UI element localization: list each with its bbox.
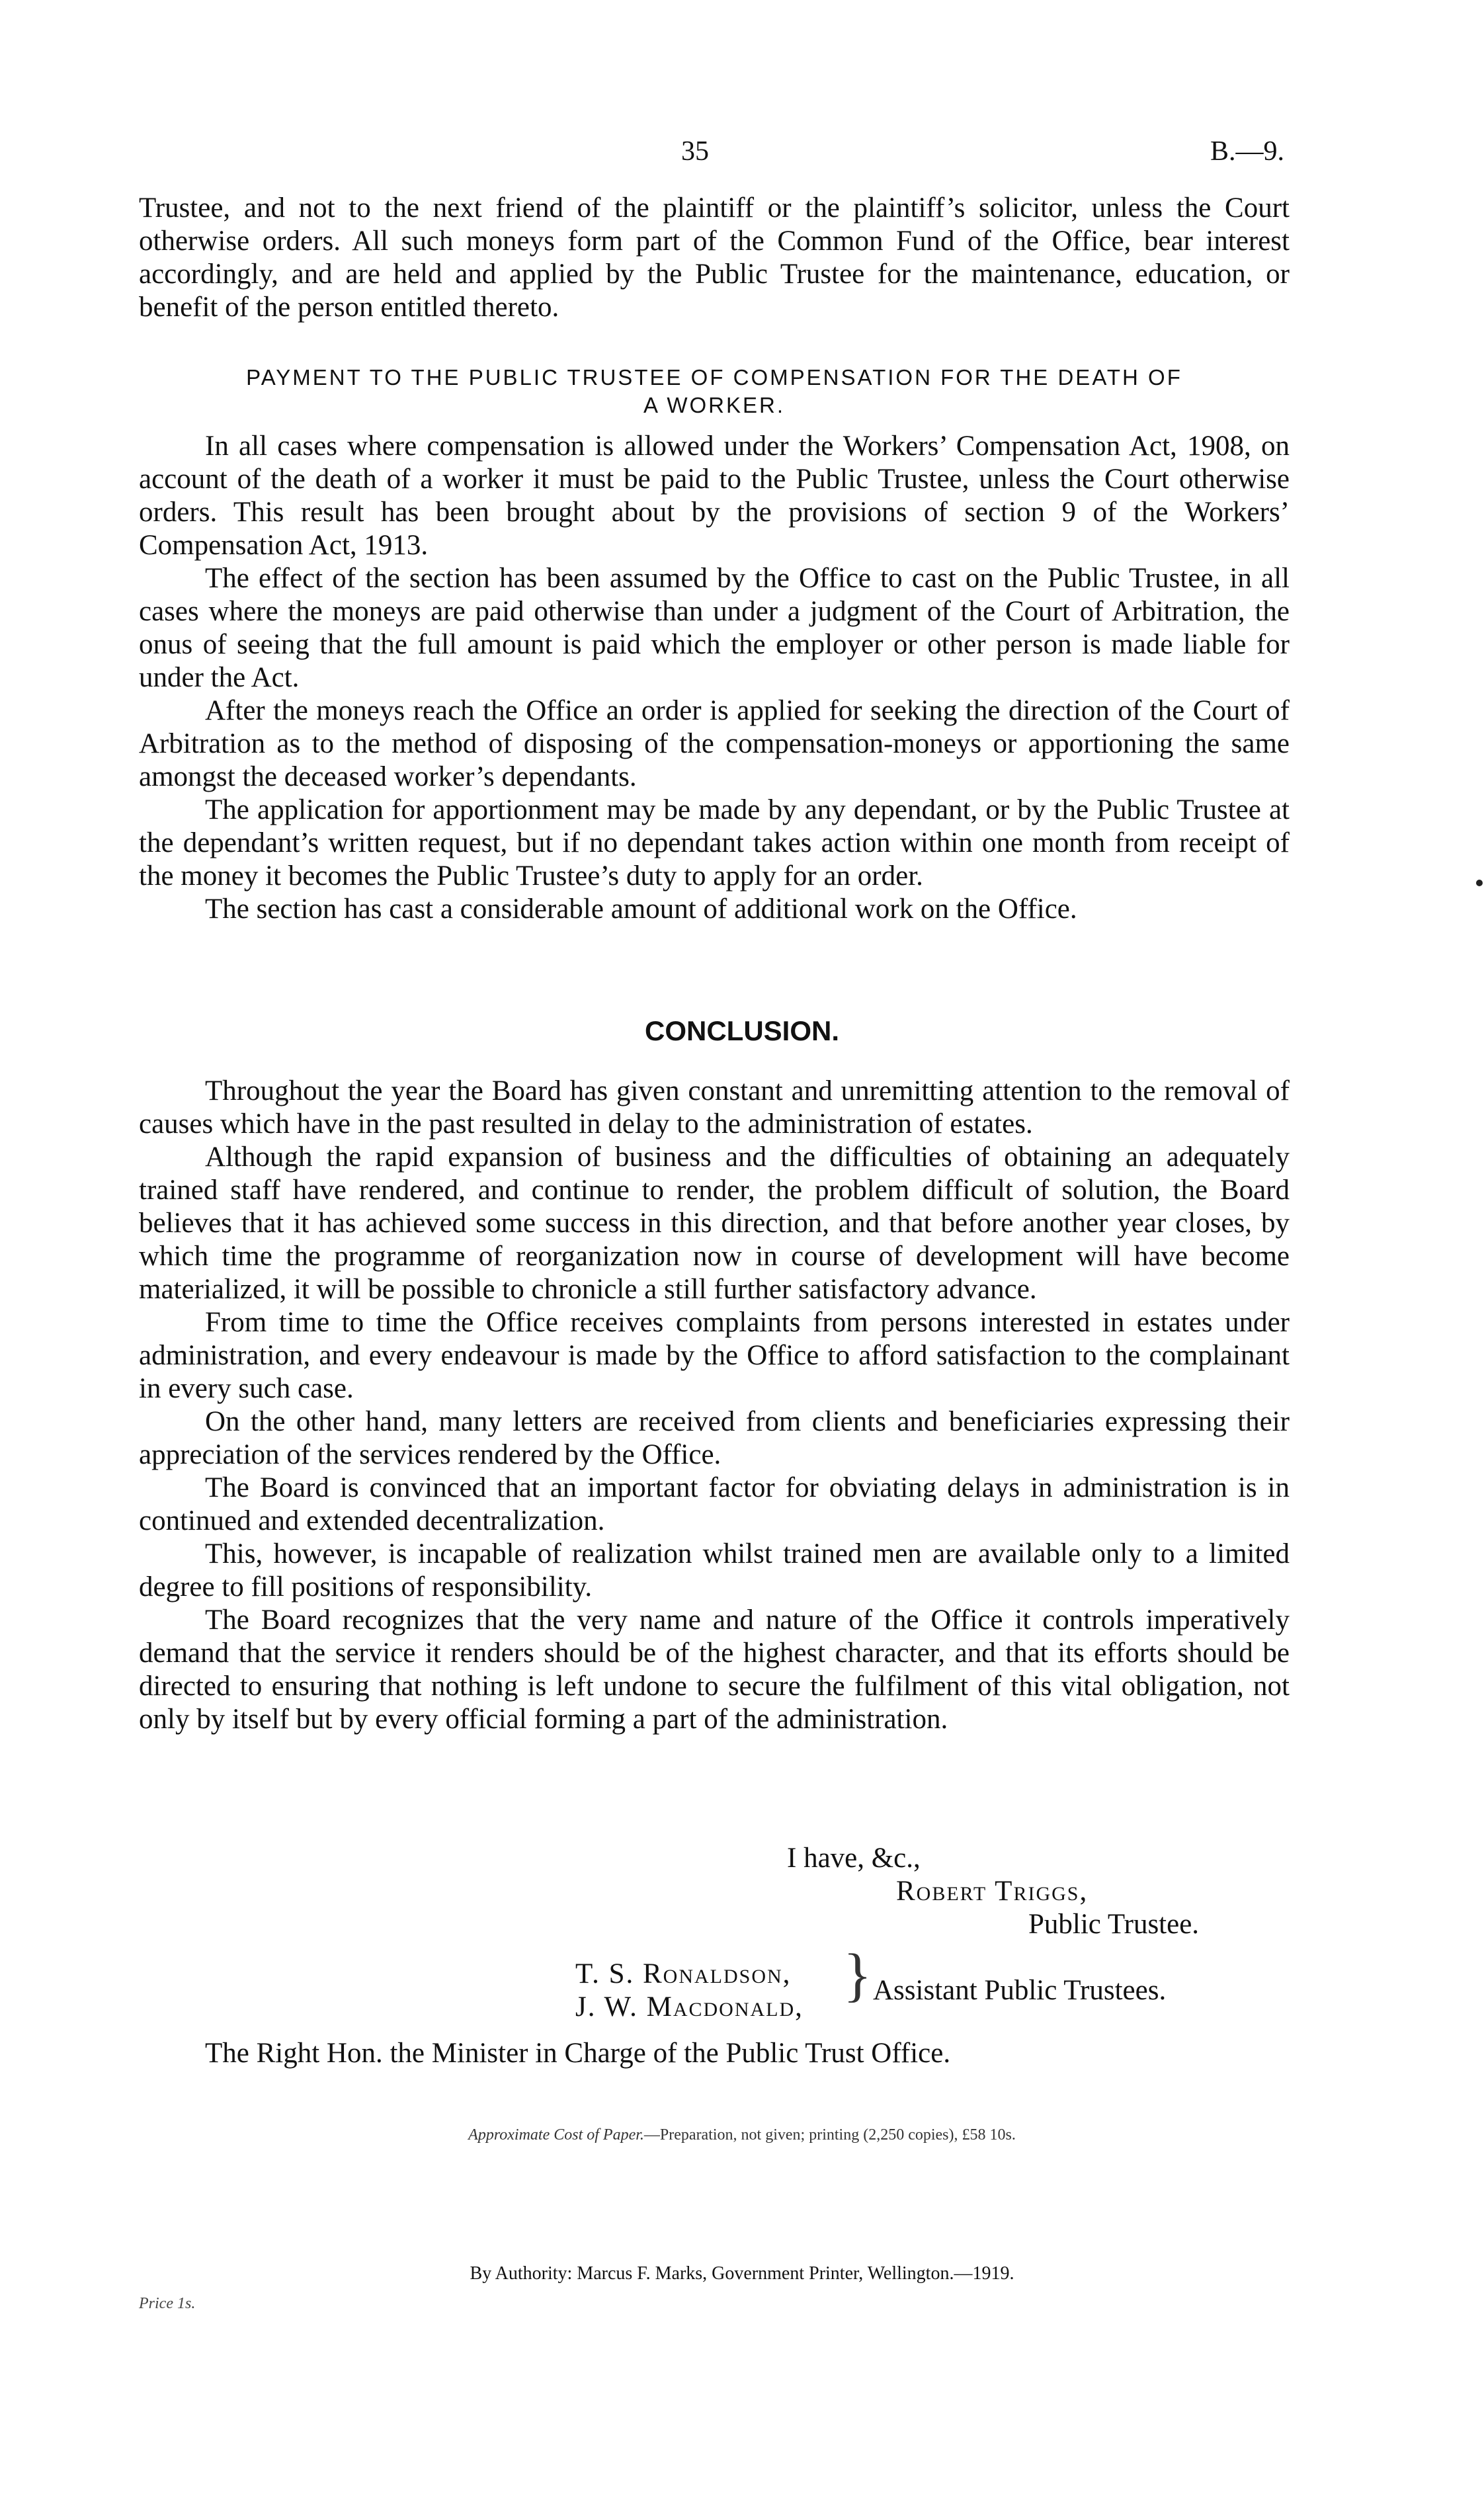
section-heading-line1: PAYMENT TO THE PUBLIC TRUSTEE OF COMPENSATION FOR THE DEATH OF — [246, 365, 1182, 390]
brace-symbol: } — [843, 1942, 872, 2008]
section-paragraph: The section has cast a considerable amount of additional work on the Office. — [205, 894, 1077, 925]
price-note: Price 1s. — [139, 2295, 196, 2312]
authority-line: By Authority: Marcus F. Marks, Government Printer, Wellington.—1919. — [470, 2263, 1014, 2284]
assistant-title: Assistant Public Trustees. — [873, 1975, 1167, 2006]
cost-note — [0, 2126, 1484, 2144]
conclusion-paragraph: The Board recognizes that the very name and nature of the Office it controls imperatively demand that the service it renders should be of the highest character, and that its efforts should be directed to ensuring that nothing is left undone to secure the fulfilment of this vital obligation, not only by itself but by every official forming a part of the administration. — [139, 1604, 1290, 1735]
conclusion-paragraph: On the other hand, many letters are received from clients and beneficiaries expressing their appreciation of the services rendered by the Office. — [139, 1406, 1290, 1470]
section-body — [139, 430, 1290, 926]
section-paragraph: The application for apportionment may be made by any dependant, or by the Public Trustee at the dependant’s written request, but if no dependant takes action within one month from receipt of the money it becomes the Public Trustee’s duty to apply for an order. — [139, 794, 1290, 892]
margin-dot — [1476, 880, 1483, 886]
conclusion-paragraph: Throughout the year the Board has given constant and unremitting attention to the removal of causes which have in the past resulted in delay to the administration of estates. — [139, 1075, 1290, 1140]
assistant-name-1: T. S. Ronaldson, — [575, 1958, 792, 1989]
document-reference: B.—9. — [1210, 136, 1285, 167]
conclusion-paragraph: This, however, is incapable of realization whilst trained men are available only to a limited degree to fill positions of responsibility. — [139, 1538, 1290, 1603]
conclusion-paragraph: Although the rapid expansion of business and the difficulties of obtaining an adequately trained staff have rendered, and continue to render, the problem difficult of solution, the Board believes that it has achieved some success in this direction, and that before another year closes, by which time the programme of reorganization now in course of development will have become materialized, it will be possible to chronicle a still further satisfactory advance. — [139, 1142, 1290, 1305]
section-paragraph: The effect of the section has been assumed by the Office to cast on the Public Trustee, in all cases where the moneys are paid otherwise than under a judgment of the Court of Arbitration, the onus of seeing that the full amount is paid which the employer or other person is made liable for under the Act. — [139, 563, 1290, 693]
section-paragraph: In all cases where compensation is allowed under the Workers’ Compensation Act, 1908, on account of the death of a worker it must be paid to the Public Trustee, unless the Court otherwise orders. This result has been brought about by the provisions of section 9 of the Workers’ Compensation Act, 1913. — [139, 431, 1290, 561]
signatory-name: Robert Triggs, — [896, 1876, 1089, 1907]
page-number: 35 — [681, 136, 709, 167]
assistant-name-2: J. W. Macdonald, — [575, 1991, 804, 2022]
closing-line: I have, &c., — [787, 1843, 921, 1874]
conclusion-heading: CONCLUSION. — [645, 1015, 839, 1046]
conclusion-paragraph: From time to time the Office receives complaints from persons interested in estates under administration, and every endeavour is made by the Office to afford satisfaction to the complainant in every such case. — [139, 1307, 1290, 1404]
cost-label: Approximate Cost of Paper. — [468, 2126, 644, 2144]
signatory-title: Public Trustee. — [1028, 1909, 1200, 1940]
cost-text: —Preparation, not given; printing (2,250 copies), £58 10s. — [643, 2126, 1016, 2144]
section-heading-line2: A WORKER. — [643, 393, 786, 417]
addressee: The Right Hon. the Minister in Charge of the Public Trust Office. — [205, 2038, 951, 2069]
conclusion-body — [139, 1075, 1290, 1736]
intro-paragraph: Trustee, and not to the next friend of the plaintiff or the plaintiff’s solicitor, unless the Court otherwise orders. All such moneys form part of the Common Fund of the Office, bear interest accordingly, and are held and applied by the Public Trustee for the maintenance, education, or benefit of the person entitled thereto. — [139, 192, 1290, 323]
intro-paragraph-block — [139, 192, 1290, 324]
section-paragraph: After the moneys reach the Office an order is applied for seeking the direction of the Court of Arbitration as to the method of disposing of the compensation-moneys or apportioning the same amongst the deceased worker’s dependants. — [139, 695, 1290, 792]
conclusion-paragraph: The Board is convinced that an important factor for obviating delays in administration is in continued and extended decentralization. — [139, 1472, 1290, 1536]
section-heading — [139, 364, 1290, 419]
